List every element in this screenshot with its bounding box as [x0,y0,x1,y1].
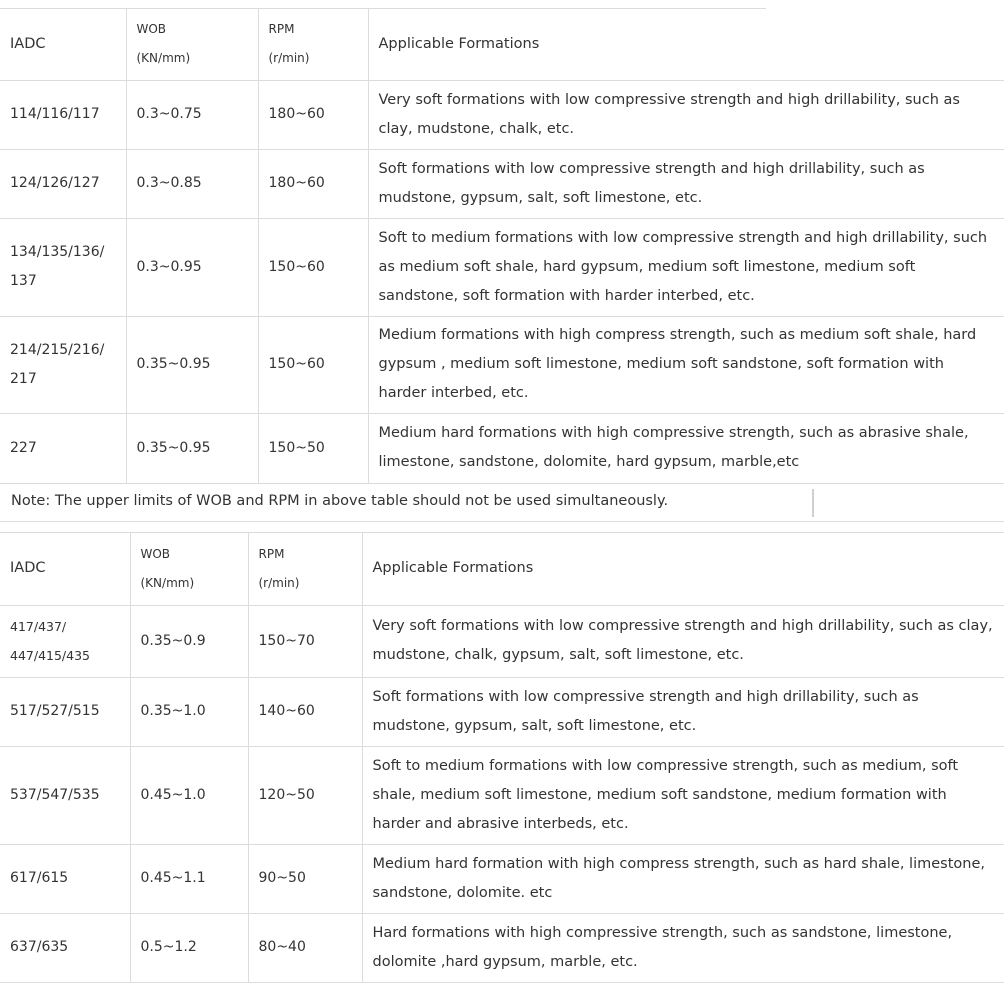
table-row [0,218,1004,316]
separator-line [0,521,346,522]
cell-rpm: 120~50 [248,746,362,844]
table-note [0,485,1004,522]
table-row [0,677,1004,746]
cell-formations: Very soft formations with low compressive strength and high drillability, such as clay, mudstone, chalk, gypsum, salt, soft limestone, etc. [362,605,1004,677]
header-wob-label: WOB [140,546,171,561]
header-rpm-label: RPM [268,22,295,37]
cell-iadc: 227 [0,413,126,483]
cell-iadc: 417/437/ 447/415/435 [0,605,130,677]
header-wob-unit: (KN/mm) [140,575,195,590]
cell-wob: 0.35~0.9 [130,605,248,677]
cell-rpm: 150~60 [258,316,368,413]
cell-formations: Hard formations with high compressive strength, such as sandstone, limestone, dolomite ,hard gypsum, marble, etc. [362,913,1004,982]
table-row [0,413,1004,483]
cell-rpm: 80~40 [248,913,362,982]
cell-rpm: 180~60 [258,149,368,218]
table-row [0,746,1004,844]
header-wob [126,9,258,80]
table1-header-row [0,9,1004,80]
cell-formations: Medium hard formation with high compress strength, such as hard shale, limestone, sandstone, dolomite. etc [362,844,1004,913]
header-rpm-unit: (r/min) [268,51,310,66]
table-iadc-group2 [0,533,1004,983]
cell-wob: 0.45~1.0 [130,746,248,844]
table-row [0,913,1004,982]
header-rpm-label: RPM [258,546,285,561]
header-iadc: IADC [0,9,126,80]
note-text: Note: The upper limits of WOB and RPM in above table should not be used simultaneously. [11,493,669,509]
cell-rpm: 90~50 [248,844,362,913]
table-row [0,149,1004,218]
cell-formations: Soft to medium formations with low compressive strength, such as medium, soft shale, medium soft limestone, medium soft sandstone, medium formation with harder and abrasive interbeds, etc. [362,746,1004,844]
cell-wob: 0.5~1.2 [130,913,248,982]
cell-iadc: 617/615 [0,844,130,913]
table-row [0,844,1004,913]
table2-header-row [0,533,1004,605]
cell-formations: Soft formations with low compressive strength and high drillability, such as mudstone, gypsum, salt, soft limestone, etc. [368,149,1004,218]
cell-wob: 0.45~1.1 [130,844,248,913]
cell-iadc: 214/215/216/ 217 [0,316,126,413]
cell-rpm: 150~70 [248,605,362,677]
cell-wob: 0.3~0.75 [126,80,258,149]
cell-formations: Soft formations with low compressive strength and high drillability, such as mudstone, gypsum, salt, soft limestone, etc. [362,677,1004,746]
note-divider [812,489,814,517]
cell-iadc: 124/126/127 [0,149,126,218]
header-wob [130,533,248,605]
table-row [0,605,1004,677]
header-rpm [248,533,362,605]
cell-wob: 0.3~0.95 [126,218,258,316]
cell-formations: Medium hard formations with high compressive strength, such as abrasive shale, limestone, sandstone, dolomite, hard gypsum, marble,etc [368,413,1004,483]
header-formations: Applicable Formations [362,533,1004,605]
header-wob-label: WOB [136,22,167,37]
table-row [0,80,1004,149]
cell-iadc: 517/527/515 [0,677,130,746]
table-row [0,316,1004,413]
cell-iadc: 637/635 [0,913,130,982]
cell-rpm: 180~60 [258,80,368,149]
cell-iadc: 537/547/535 [0,746,130,844]
table-iadc-group1 [0,9,1004,484]
header-rpm-unit: (r/min) [258,575,300,590]
cell-rpm: 140~60 [248,677,362,746]
cell-formations: Medium formations with high compress strength, such as medium soft shale, hard gypsum , medium soft limestone, medium soft sandstone, soft formation with harder interbed, etc. [368,316,1004,413]
cell-rpm: 150~60 [258,218,368,316]
cell-wob: 0.35~0.95 [126,413,258,483]
cell-formations: Soft to medium formations with low compressive strength and high drillability, such as medium soft shale, hard gypsum, medium soft limestone, medium soft sandstone, soft formation with harder interbed, etc. [368,218,1004,316]
cell-formations: Very soft formations with low compressive strength and high drillability, such as clay, mudstone, chalk, etc. [368,80,1004,149]
header-rpm [258,9,368,80]
cell-rpm: 150~50 [258,413,368,483]
header-formations: Applicable Formations [368,9,1004,80]
cell-iadc: 114/116/117 [0,80,126,149]
cell-wob: 0.35~1.0 [130,677,248,746]
cell-iadc: 134/135/136/ 137 [0,218,126,316]
header-iadc: IADC [0,533,130,605]
cell-wob: 0.3~0.85 [126,149,258,218]
header-wob-unit: (KN/mm) [136,51,191,66]
cell-wob: 0.35~0.95 [126,316,258,413]
